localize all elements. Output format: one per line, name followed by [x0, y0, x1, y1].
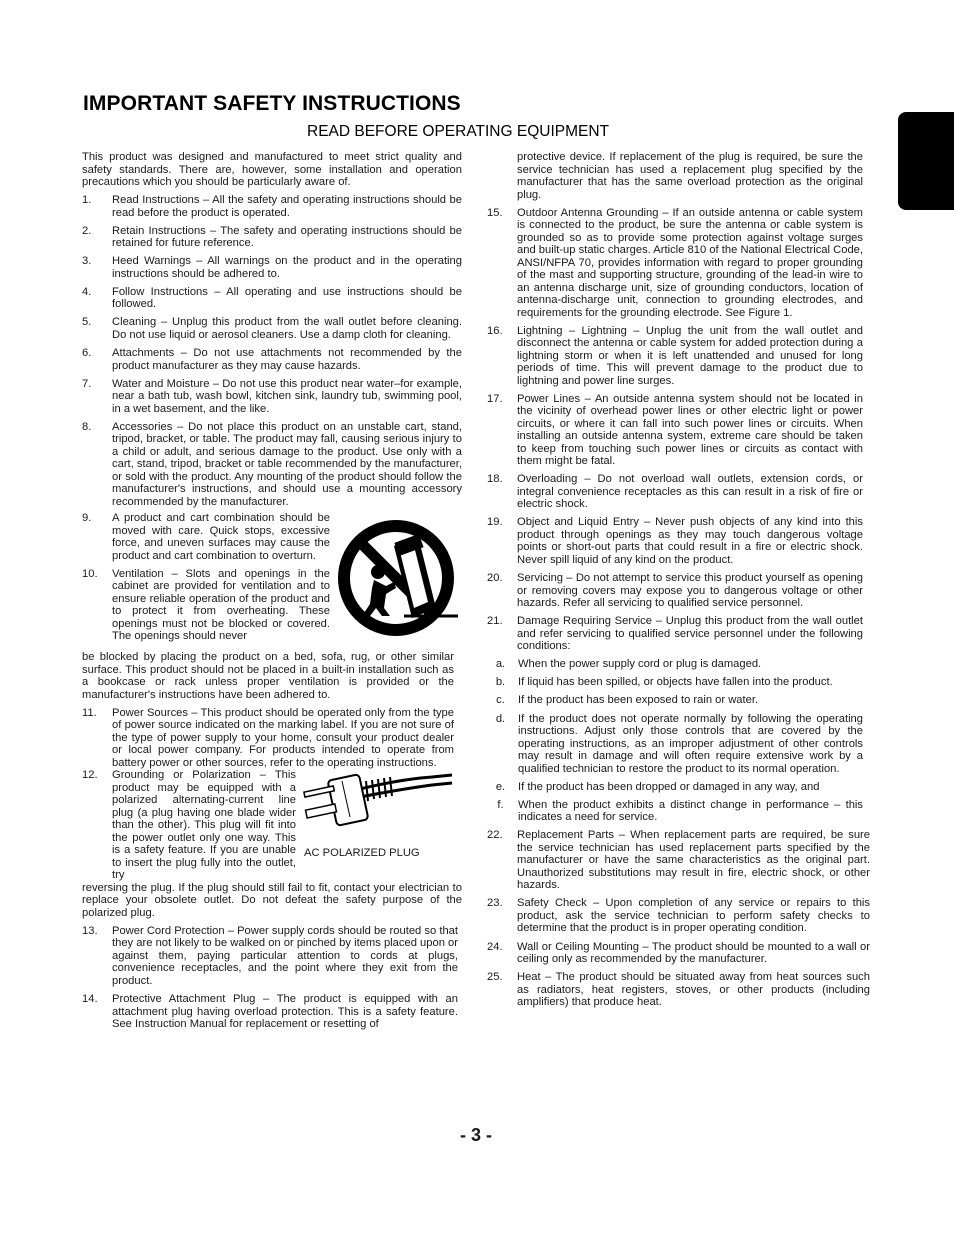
list-item: 17. Power Lines – An outside antenna system should not be located in the vicinity of overhead power lines or other electric light or power circuits, or where it can fall into such power lines or circuits. When installing an outside antenna system, extreme care should be taken to keep from touching such power lines or circuits as contact with them might be fatal. [487, 392, 863, 468]
list-item: 23. Safety Check – Upon completion of any service or repairs to this product, ask the service technician to perform safety checks to determine that the product is in proper operating condition. [487, 897, 870, 935]
list-item: 12. Grounding or Polarization – This product may be equipped with a polarized alternating-current line plug (a plug having one blade wider than the other). This plug will fit into the power outlet only one way. This is a safety feature. If you are unable to insert the plug fully into the outlet, try [82, 769, 296, 882]
list-item: 6. Attachments – Do not use attachments not recommended by the product manufacturer as they may cause hazards. [82, 347, 462, 372]
list-item: 4. Follow Instructions – All operating and use instructions should be followed. [82, 285, 462, 311]
list-item: 25. Heat – The product should be situated away from heat sources such as radiators, heat registers, stoves, or other products (including amplifiers) that produce heat. [487, 971, 870, 1009]
list-item: 19. Object and Liquid Entry – Never push objects of any kind into this product through openings as they may touch dangerous voltage points or short-out parts that could result in a fire or electric shock. Never spill liquid of any kind on the product. [487, 516, 863, 566]
list-item: 11. Power Sources – This product should be operated only from the type of power source indicated on the marking label. If you are not sure of the type of power supply to your home, consult your product dealer or local power company. For products intended to operate from battery power or other sources, refer to the operating instructions. [82, 706, 454, 769]
list-item: 2. Retain Instructions – The safety and operating instructions should be retained for future reference. [82, 224, 462, 250]
cart-tipover-warning-icon [338, 512, 462, 648]
list-item: 20. Servicing – Do not attempt to service this product yourself as opening or removing covers may expose you to dangerous voltage or other hazards. Refer all servicing to qualified service personnel. [487, 572, 863, 610]
page-title: IMPORTANT SAFETY INSTRUCTIONS [83, 92, 461, 115]
sub-list-item: e. If the product has been dropped or damaged in any way, and [495, 780, 820, 793]
intro-paragraph: This product was designed and manufactured to meet strict quality and safety standards. There are, however, some installation and operation precautions which you should be particularly aware of. [82, 151, 462, 188]
plug-caption: AC POLARIZED PLUG [304, 847, 420, 860]
list-item: 24. Wall or Ceiling Mounting – The product should be mounted to a wall or ceiling only as recommended by the manufacturer. [487, 940, 870, 965]
list-item: 22. Replacement Parts – When replacement parts are required, be sure the service technician has used replacement parts specified by the manufacturer or have the same characteristics as the original part. Unauthorized substitutions may result in fire, electric shock, or other hazards. [487, 829, 870, 892]
sub-list-item: d. If the product does not operate normally by following the operating instructions. Adjust only those controls that are covered by the operating instructions, as an improper adjustment of other controls may result in damage and will often require extensive work by a qualified technician to restore the product to its normal operation. [495, 712, 863, 775]
list-item: 1. Read Instructions – All the safety and operating instructions should be read before the product is operated. [82, 194, 462, 219]
ventilation-continued: be blocked by placing the product on a bed, sofa, rug, or other similar surface. This product should not be placed in a built-in installation such as a bookcase or rack unless proper ventilation is provided or the manufacturer's instructions have been adhered to. [82, 651, 454, 701]
list-item: 18. Overloading – Do not overload wall outlets, extension cords, or integral convenience receptacles as this can result in a risk of fire or electric shock. [487, 473, 863, 511]
list-item: 21. Damage Requiring Service – Unplug this product from the wall outlet and refer servicing to qualified service personnel under the following conditions: [487, 615, 863, 653]
list-item: 8. Accessories – Do not place this product on an unstable cart, stand, tripod, bracket, or table. The product may fall, causing serious injury to a child or adult, and serious damage to the product. Use only with a cart, stand, tripod, bracket or table recommended by the manufacturer, or sold with the product. Any mounting of the product should follow the manufacturer's instructions, and should use a mounting accessory recommended by the manufacturer. [82, 420, 462, 508]
right-column [487, 151, 870, 1009]
sub-list-item: b. If liquid has been spilled, or objects have fallen into the product. [495, 676, 833, 689]
sub-list-item: a. When the power supply cord or plug is damaged. [495, 658, 762, 671]
list-item: 9. A product and cart combination should be moved with care. Quick stops, excessive force, and uneven surfaces may cause the product and cart combination to overturn. [82, 512, 330, 562]
list-item: 7. Water and Moisture – Do not use this product near water–for example, near a bath tub, wash bowl, kitchen sink, laundry tub, swimming pool, in a wet basement, and the like. [82, 377, 462, 415]
list-item: 10. Ventilation – Slots and openings in the cabinet are provided for ventilation and to ensure reliable operation of the product and to protect it from overheating. These openings must not be blocked or covered. The openings should never [82, 567, 330, 643]
plug-block [82, 769, 462, 882]
page-subtitle: READ BEFORE OPERATING EQUIPMENT [307, 123, 610, 140]
list-item: 15. Outdoor Antenna Grounding – If an outside antenna or cable system is connected to the product, be sure the antenna or cable system is grounded so as to provide some protection against voltage surges and built-up static charges. Article 810 of the National Electrical Code, ANSI/NFPA 70, provides information with regard to proper grounding of the mast and supporting structure, grounding of the lead-in wire to an antenna discharge unit, size of grounding conductors, location of antenna-discharge unit, connection to grounding electrodes, and requirements for the grounding electrode. See Figure 1. [487, 206, 863, 319]
list-item: 13. Power Cord Protection – Power supply cords should be routed so that they are not likely to be walked on or pinched by items placed upon or against them, paying particular attention to cords at plugs, convenience receptacles, and the point where they exit from the product. [82, 924, 458, 987]
polarized-plug-figure [302, 769, 462, 861]
polarization-continued: reversing the plug. If the plug should still fail to fit, contact your electrician to replace your obsolete outlet. Do not defeat the safety purpose of the polarized plug. [82, 881, 462, 919]
list-item: 5. Cleaning – Unplug this product from the wall outlet before cleaning. Do not use liquid or aerosol cleaners. Use a damp cloth for cleaning. [82, 316, 462, 341]
list-item: 3. Heed Warnings – All warnings on the product and in the operating instructions should be adhered to. [82, 255, 462, 280]
left-column [82, 151, 462, 1031]
page-number: - 3 - [460, 1125, 493, 1145]
list-item: 14. Protective Attachment Plug – The product is equipped with an attachment plug having overload protection. This is a safety feature. See Instruction Manual for replacement or resetting of [82, 993, 458, 1031]
sub-list-item: f. When the product exhibits a distinct change in performance – this indicates a need for service. [497, 798, 863, 824]
cart-warning-block [82, 512, 462, 648]
list-item: 16. Lightning – Lightning – Unplug the unit from the wall outlet and disconnect the antenna or cable system for added protection during a lightning storm or when it is left unattended and unused for long periods of time. This will prevent damage to the product due to lightning and power line surges. [487, 324, 863, 387]
section-tab [898, 112, 954, 210]
sub-list-item: c. If the product has been exposed to rain or water. [496, 694, 759, 707]
protective-plug-continued: protective device. If replacement of the plug is required, be sure the service technician has used a replacement plug specified by the manufacturer that has the same overload protection as the original plug. [517, 151, 863, 201]
